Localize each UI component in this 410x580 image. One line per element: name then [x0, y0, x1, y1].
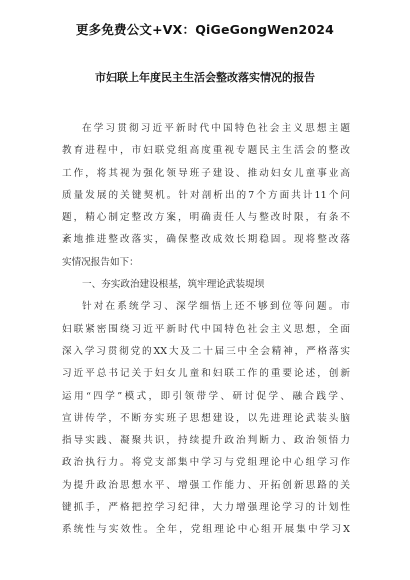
paragraph-line: 题，精心制定整改方案，明确责任人与整改时限，有条不 — [62, 212, 350, 224]
paragraph-line: 实情况报告如下： — [62, 256, 139, 268]
paragraph-line: 宣讲传学，不断夯实班子思想建设，以先进理论武装头脑 — [62, 412, 350, 424]
paragraph-line: 系统性与实效性。全年，党组理论中心组开展集中学习X — [62, 524, 350, 536]
paragraph-line: 为提升政治思想水平、增强工作能力、开拓创新思路的关 — [62, 479, 350, 491]
paragraph-line: 在学习贯彻习近平新时代中国特色社会主义思想主题 — [82, 123, 350, 134]
paragraph-line: 运用“四学”模式，即引领带学、研讨促学、融合践学、 — [62, 390, 350, 402]
paragraph-line: 教育进程中，市妇联党组高度重视专题民主生活会的整改 — [62, 145, 350, 157]
paragraph-line: 指导实践、凝聚共识，持续提升政治判断力、政治领悟力 — [62, 435, 350, 447]
document-title: 市妇联上年度民主生活会整改落实情况的报告 — [95, 71, 315, 84]
paragraph-line: 工作，将其视为强化领导班子建设、推动妇女儿童事业高 — [62, 167, 350, 179]
paragraph-line: 质量发展的关键契机。针对剖析出的7个方面共计11个问 — [62, 189, 350, 201]
paragraph-line: 政治执行力。将党支部集中学习与党组理论中心组学习作 — [62, 457, 350, 469]
paragraph-line: 键抓手，严格把控学习纪律，大力增强理论学习的计划性 — [62, 502, 350, 514]
paragraph-line: 紊地推进整改落实，确保整改成效长期稳固。现将整改落 — [62, 234, 350, 246]
paragraph-line: 深入学习贯彻党的XX大及二十届三中全会精神，严格落实 — [62, 345, 350, 357]
paragraph-line: 习近平总书记关于妇女儿童和妇联工作的重要论述，创新 — [62, 368, 350, 380]
watermark-text: 更多免费公文+VX：QiGeGongWen2024 — [75, 22, 335, 37]
section-heading: 一、夯实政治建设根基，筑牢理论武装堤坝 — [82, 279, 265, 291]
paragraph-line: 妇联紧密围绕习近平新时代中国特色社会主义思想，全面 — [62, 323, 350, 335]
document-body — [62, 118, 350, 542]
paragraph-line: 针对在系统学习、深学细悟上还不够到位等问题。市 — [82, 301, 350, 313]
